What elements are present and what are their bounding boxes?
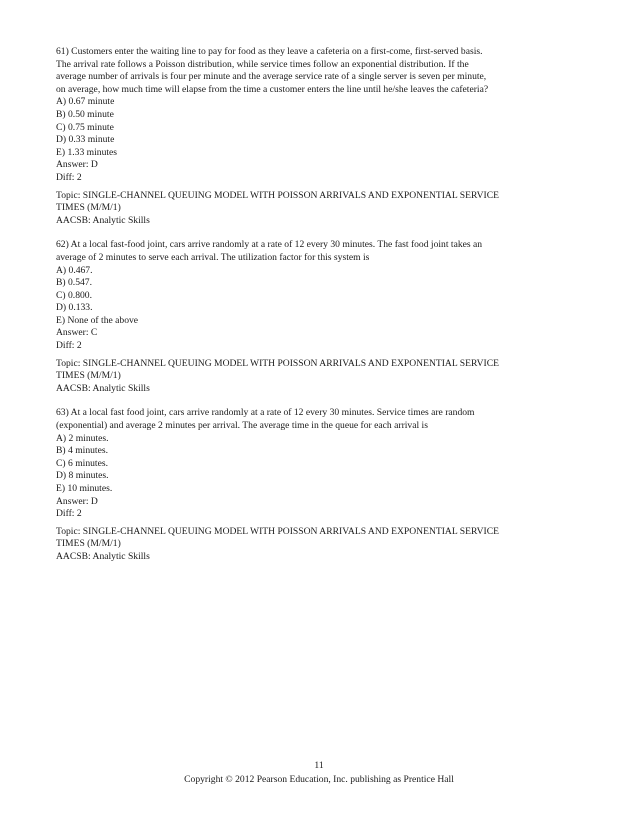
option-a: A) 2 minutes.	[56, 432, 109, 444]
option-d: D) 0.33 minute	[56, 134, 115, 146]
option-a: A) 0.467.	[56, 264, 93, 276]
topic-line: TIMES (M/M/1)	[56, 202, 121, 214]
option-c: C) 0.800.	[56, 289, 92, 301]
copyright-notice: Copyright © 2012 Pearson Education, Inc. publishing as Prentice Hall	[184, 774, 454, 785]
question-text	[56, 239, 596, 264]
question-meta	[56, 190, 596, 228]
question-meta	[56, 526, 596, 564]
topic-line: TIMES (M/M/1)	[56, 370, 121, 382]
option-c: C) 6 minutes.	[56, 457, 108, 469]
topic-line: Topic: SINGLE-CHANNEL QUEUING MODEL WITH POISSON ARRIVALS AND EXPONENTIAL SERVICE	[56, 189, 499, 201]
option-b: B) 4 minutes.	[56, 445, 108, 457]
option-d: D) 8 minutes.	[56, 470, 109, 482]
question-63	[56, 407, 596, 563]
option-d: D) 0.133.	[56, 302, 93, 314]
aacsb: AACSB: Analytic Skills	[56, 214, 150, 226]
question-text-line: The arrival rate follows a Poisson distribution, while service times follow an exponential distribution. If the	[56, 58, 469, 70]
question-meta	[56, 358, 596, 396]
question-text-line: (exponential) and average 2 minutes per arrival. The average time in the queue for each arrival is	[56, 420, 428, 432]
page-number: 11	[314, 760, 324, 771]
option-c: C) 0.75 minute	[56, 121, 114, 133]
question-61	[56, 46, 596, 227]
answer: Answer: D	[56, 495, 98, 507]
aacsb: AACSB: Analytic Skills	[56, 550, 150, 562]
topic-line: TIMES (M/M/1)	[56, 538, 121, 550]
question-text-line: average number of arrivals is four per minute and the average service rate of a single server is seven per minute,	[56, 71, 487, 83]
option-a: A) 0.67 minute	[56, 96, 115, 108]
question-text-line: 63) At a local fast food joint, cars arrive randomly at a rate of 12 every 30 minutes. Service times are random	[56, 407, 475, 419]
difficulty: Diff: 2	[56, 340, 82, 352]
option-b: B) 0.50 minute	[56, 108, 114, 120]
topic-line: Topic: SINGLE-CHANNEL QUEUING MODEL WITH POISSON ARRIVALS AND EXPONENTIAL SERVICE	[56, 525, 499, 537]
question-text	[56, 407, 596, 432]
option-e: E) 1.33 minutes	[56, 146, 118, 158]
question-text-line: on average, how much time will elapse from the time a customer enters the line until he/she leaves the cafeteria?	[56, 83, 489, 95]
document-page	[56, 46, 596, 576]
question-text-line: average of 2 minutes to serve each arrival. The utilization factor for this system is	[56, 251, 370, 263]
option-e: E) None of the above	[56, 314, 139, 326]
answer: Answer: C	[56, 327, 98, 339]
question-text	[56, 46, 596, 96]
question-text-line: 62) At a local fast-food joint, cars arrive randomly at a rate of 12 every 30 minutes. The fast food joint takes an	[56, 239, 483, 251]
topic-line: Topic: SINGLE-CHANNEL QUEUING MODEL WITH POISSON ARRIVALS AND EXPONENTIAL SERVICE	[56, 357, 499, 369]
question-62	[56, 239, 596, 395]
answer: Answer: D	[56, 159, 98, 171]
question-text-line: 61) Customers enter the waiting line to pay for food as they leave a cafeteria on a first-come, first-served basis.	[56, 46, 483, 57]
aacsb: AACSB: Analytic Skills	[56, 382, 150, 394]
difficulty: Diff: 2	[56, 508, 82, 520]
difficulty: Diff: 2	[56, 171, 82, 183]
option-e: E) 10 minutes.	[56, 483, 113, 494]
option-b: B) 0.547.	[56, 277, 92, 289]
